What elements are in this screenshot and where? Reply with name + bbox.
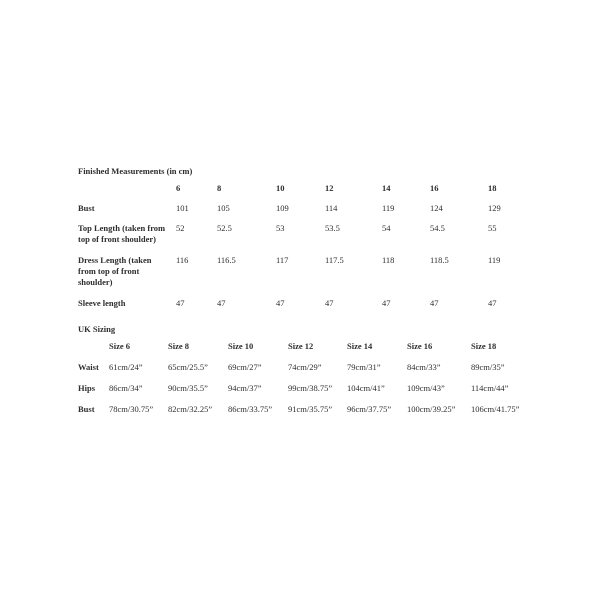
finished-cell: 52 <box>176 223 185 233</box>
uk-cell: 90cm/35.5” <box>168 383 208 393</box>
finished-row-label: Bust <box>78 203 95 213</box>
finished-cell: 47 <box>217 298 226 308</box>
uk-size-header: Size 14 <box>347 341 373 351</box>
finished-size-header: 6 <box>176 183 181 193</box>
finished-row-label: Top Length (taken from top of front shoulder) <box>78 223 166 244</box>
finished-cell: 117.5 <box>325 255 344 265</box>
finished-cell: 53.5 <box>325 223 340 233</box>
uk-cell: 106cm/41.75” <box>471 404 520 414</box>
uk-cell: 61cm/24” <box>109 362 143 372</box>
finished-size-header: 18 <box>488 183 497 193</box>
uk-size-header: Size 12 <box>288 341 314 351</box>
finished-cell: 124 <box>430 203 443 213</box>
uk-cell: 84cm/33” <box>407 362 441 372</box>
uk-size-header: Size 18 <box>471 341 497 351</box>
finished-cell: 116.5 <box>217 255 236 265</box>
uk-cell: 100cm/39.25” <box>407 404 456 414</box>
finished-size-header: 14 <box>382 183 391 193</box>
uk-cell: 86cm/33.75” <box>228 404 273 414</box>
finished-cell: 54.5 <box>430 223 445 233</box>
uk-cell: 109cm/43” <box>407 383 445 393</box>
uk-cell: 69cm/27” <box>228 362 262 372</box>
uk-cell: 74cm/29” <box>288 362 322 372</box>
finished-row-label: Dress Length (taken from top of front shoulder) <box>78 255 152 287</box>
uk-cell: 82cm/32.25” <box>168 404 213 414</box>
uk-row-label: Hips <box>78 383 96 393</box>
uk-size-header: Size 6 <box>109 341 131 351</box>
uk-cell: 96cm/37.75” <box>347 404 392 414</box>
finished-size-header: 16 <box>430 183 439 193</box>
uk-row-label: Bust <box>78 404 95 414</box>
uk-cell: 104cm/41” <box>347 383 385 393</box>
uk-sizing-title: UK Sizing <box>78 324 116 334</box>
finished-row-label: Sleeve length <box>78 298 126 308</box>
uk-cell: 78cm/30.75” <box>109 404 154 414</box>
finished-cell: 47 <box>176 298 185 308</box>
uk-cell: 114cm/44” <box>471 383 509 393</box>
finished-size-header: 8 <box>217 183 222 193</box>
finished-cell: 52.5 <box>217 223 232 233</box>
finished-cell: 47 <box>382 298 391 308</box>
finished-cell: 101 <box>176 203 189 213</box>
finished-cell: 47 <box>430 298 439 308</box>
finished-cell: 118 <box>382 255 395 265</box>
finished-measurements-title: Finished Measurements (in cm) <box>78 166 193 176</box>
finished-size-header: 12 <box>325 183 334 193</box>
uk-cell: 91cm/35.75” <box>288 404 333 414</box>
finished-cell: 129 <box>488 203 501 213</box>
uk-size-header: Size 8 <box>168 341 190 351</box>
finished-cell: 119 <box>488 255 501 265</box>
uk-cell: 79cm/31” <box>347 362 381 372</box>
finished-cell: 116 <box>176 255 189 265</box>
uk-cell: 99cm/38.75” <box>288 383 333 393</box>
finished-cell: 47 <box>488 298 497 308</box>
finished-cell: 117 <box>276 255 289 265</box>
finished-cell: 114 <box>325 203 338 213</box>
uk-size-header: Size 10 <box>228 341 254 351</box>
uk-size-header: Size 16 <box>407 341 433 351</box>
finished-cell: 105 <box>217 203 230 213</box>
finished-cell: 109 <box>276 203 289 213</box>
finished-cell: 47 <box>325 298 334 308</box>
uk-cell: 89cm/35” <box>471 362 505 372</box>
finished-cell: 54 <box>382 223 391 233</box>
uk-cell: 94cm/37” <box>228 383 262 393</box>
uk-row-label: Waist <box>78 362 99 372</box>
finished-cell: 55 <box>488 223 497 233</box>
finished-cell: 53 <box>276 223 285 233</box>
finished-cell: 47 <box>276 298 285 308</box>
finished-size-header: 10 <box>276 183 285 193</box>
finished-cell: 119 <box>382 203 395 213</box>
finished-cell: 118.5 <box>430 255 449 265</box>
uk-cell: 65cm/25.5” <box>168 362 208 372</box>
uk-cell: 86cm/34” <box>109 383 143 393</box>
